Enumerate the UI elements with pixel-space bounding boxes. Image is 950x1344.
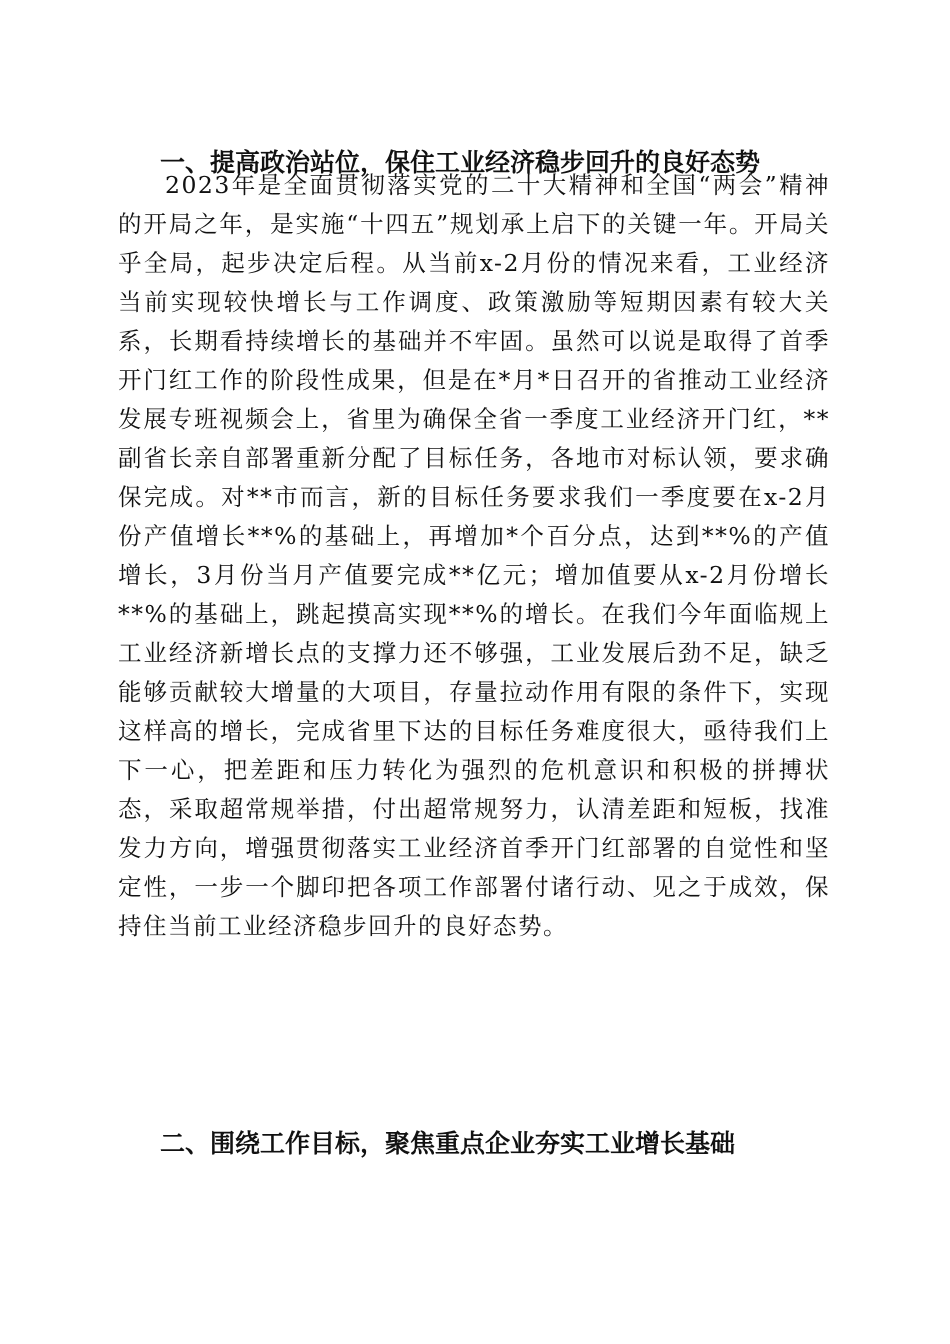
section-1-paragraph: 2023年是全面贯彻落实党的二十大精神和全国“两会”精神的开局之年，是实施“十四五”规划承上启下的关键一年。开局关乎全局，起步决定后程。从当前x-2月份的情况来看，工业经济当前实现较快增长与工作调度、政策激励等短期因素有较大关系，长期看持续增长的基础并不牢固。虽然可以说是取得了首季开门红工作的阶段性成果，但是在*月*日召开的省推动工业经济发展专班视频会上，省里为确保全省一季度工业经济开门红，**副省长亲自部署重新分配了目标任务，各地市对标认领，要求确保完成。对**市而言，新的目标任务要求我们一季度要在x-2月份产值增长**%的基础上，再增加*个百分点，达到**%的产值增长，3月份当月产值要完成**亿元；增加值要从x-2月份增长**%的基础上，跳起摸高实现**%的增长。在我们今年面临规上工业经济新增长点的支撑力还不够强，工业发展后劲不足，缺乏能够贡献较大增量的大项目，存量拉动作用有限的条件下，实现这样高的增长，完成省里下达的目标任务难度很大，亟待我们上下一心，把差距和压力转化为强烈的危机意识和积极的拼搏状态，采取超常规举措，付出超常规努力，认清差距和短板，找准发力方向，增强贯彻落实工业经济首季开门红部署的自觉性和坚定性，一步一个脚印把各项工作部署付诸行动、见之于成效，保持住当前工业经济稳步回升的良好态势。	[118, 171, 830, 940]
section-heading-2: 二、围绕工作目标，聚焦重点企业夯实工业增长基础	[160, 1129, 736, 1158]
section-heading-1: 一、提高政治站位，保住工业经济稳步回升的良好态势	[160, 148, 761, 177]
